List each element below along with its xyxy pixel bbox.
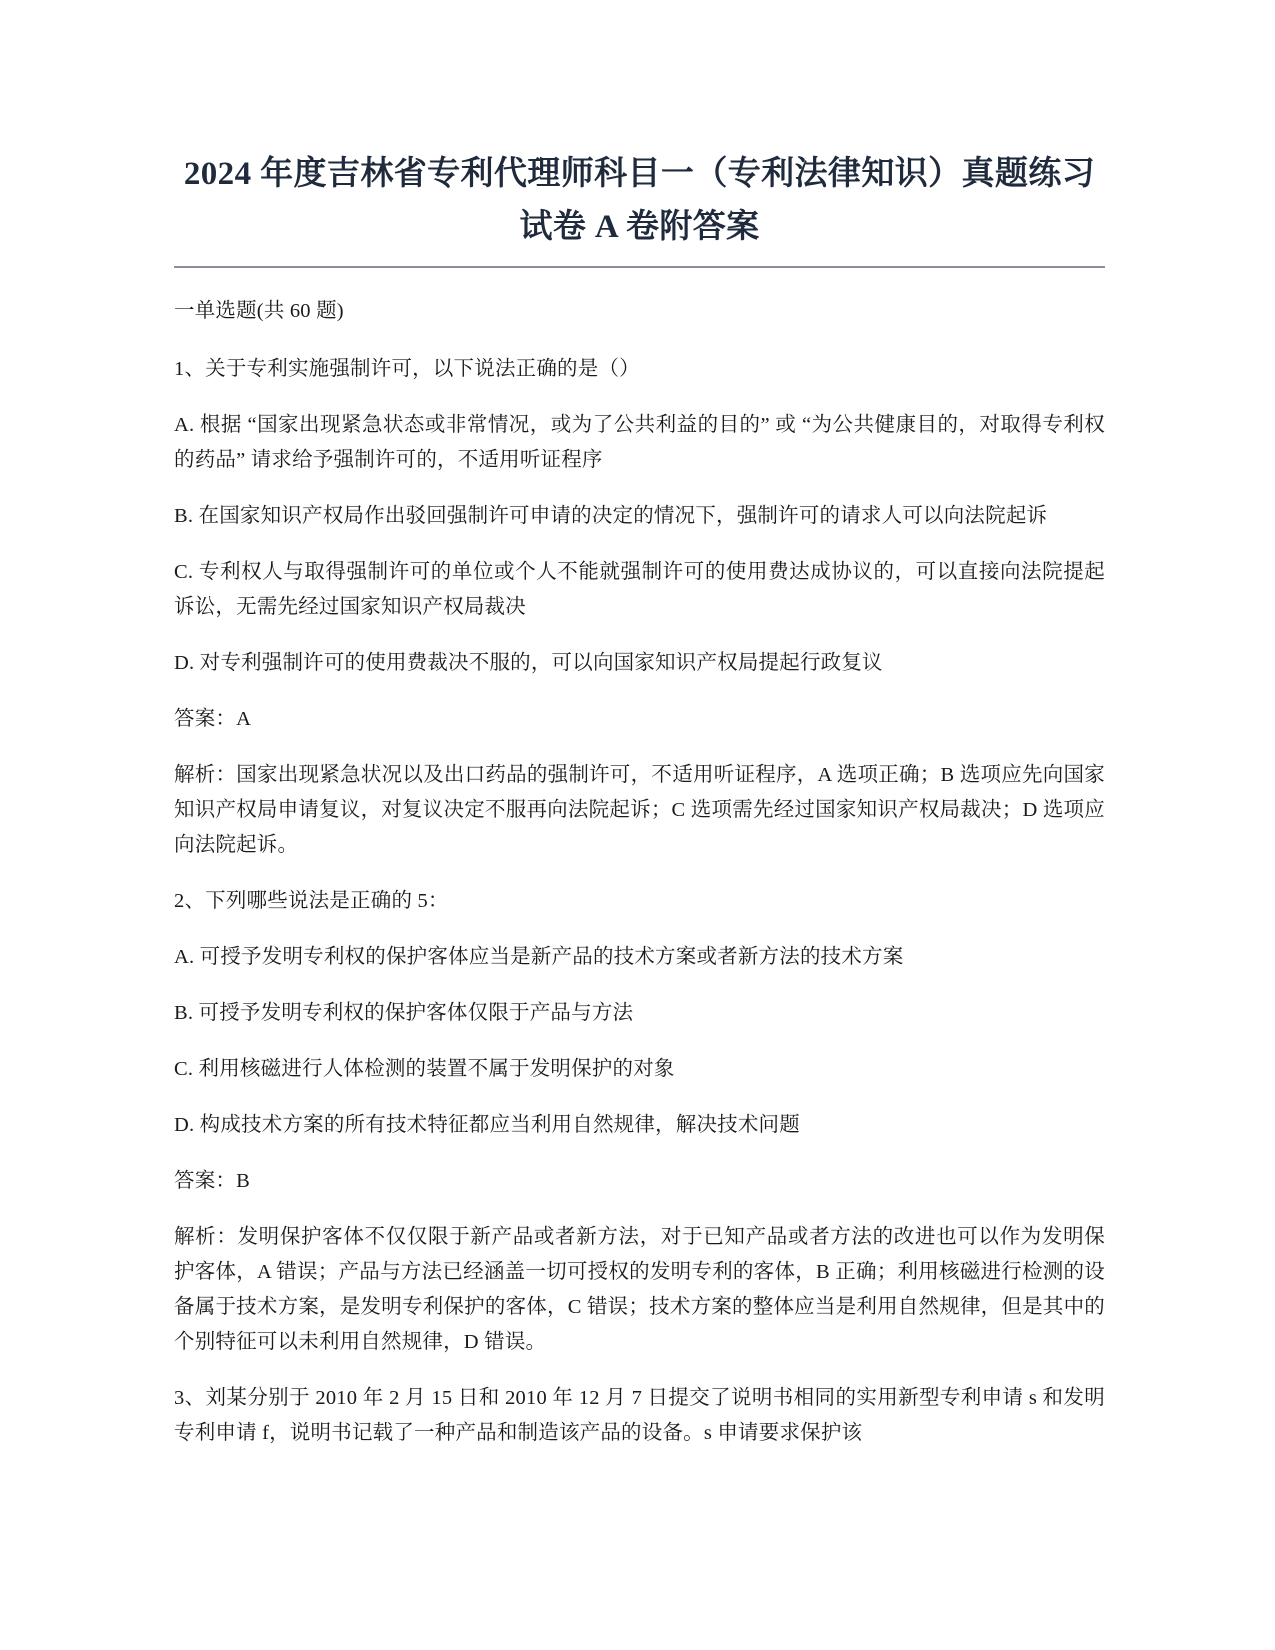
question-2-answer: 答案：B	[174, 1170, 250, 1192]
question-3-stem: 3、刘某分别于 2010 年 2 月 15 日和 2010 年 12 月 7 日提交了说明书相同的实用新型专利申请 s 和发明专利申请 f，说明书记载了一种产品和制造该产品的设备。s 申请要求保护该	[174, 1387, 1105, 1444]
question-1-option-c: C. 专利权人与取得强制许可的单位或个人不能就强制许可的使用费达成协议的，可以直接向法院提起诉讼，无需先经过国家知识产权局裁决	[174, 561, 1105, 618]
page-title: 2024 年度吉林省专利代理师科目一（专利法律知识）真题练习试卷 A 卷附答案	[183, 156, 1096, 245]
title-divider	[174, 266, 1105, 268]
question-1-option-a: A. 根据 “国家出现紧急状态或非常情况，或为了公共利益的目的” 或 “为公共健康目的，对取得专利权的药品” 请求给予强制许可的，不适用听证程序	[174, 414, 1105, 471]
question-1-option-b: B. 在国家知识产权局作出驳回强制许可申请的决定的情况下，强制许可的请求人可以向法院起诉	[174, 505, 1048, 527]
question-2-option-d: D. 构成技术方案的所有技术特征都应当利用自然规律，解决技术问题	[174, 1114, 800, 1136]
question-1-option-d: D. 对专利强制许可的使用费裁决不服的，可以向国家知识产权局提起行政复议	[174, 652, 883, 674]
page-bottom-margin	[174, 1471, 1105, 1511]
question-2-stem: 2、下列哪些说法是正确的 5：	[174, 890, 449, 912]
question-2-option-a: A. 可授予发明专利权的保护客体应当是新产品的技术方案或者新方法的技术方案	[174, 946, 904, 968]
question-2-option-c: C. 利用核磁进行人体检测的装置不属于发明保护的对象	[174, 1058, 675, 1080]
question-1-answer: 答案：A	[174, 708, 252, 730]
section-header-single-choice: 一单选题(共 60 题)	[174, 300, 344, 322]
question-1-stem: 1、关于专利实施强制许可，以下说法正确的是（）	[174, 358, 640, 380]
document-body	[174, 294, 1105, 1511]
question-1-explanation: 解析：国家出现紧急状况以及出口药品的强制许可，不适用听证程序，A 选项正确；B 选项应先向国家知识产权局申请复议，对复议决定不服再向法院起诉；C 选项需先经过国家知识产权局裁决；D 选项应向法院起诉。	[174, 764, 1105, 856]
question-2-explanation: 解析：发明保护客体不仅仅限于新产品或者新方法，对于已知产品或者方法的改进也可以作为发明保护客体，A 错误；产品与方法已经涵盖一切可授权的发明专利的客体，B 正确；利用核磁进行检测的设备属于技术方案，是发明专利保护的客体，C 错误；技术方案的整体应当是利用自然规律，但是其中的个别特征可以未利用自然规律，D 错误。	[174, 1226, 1105, 1353]
question-2-option-b: B. 可授予发明专利权的保护客体仅限于产品与方法	[174, 1002, 634, 1024]
